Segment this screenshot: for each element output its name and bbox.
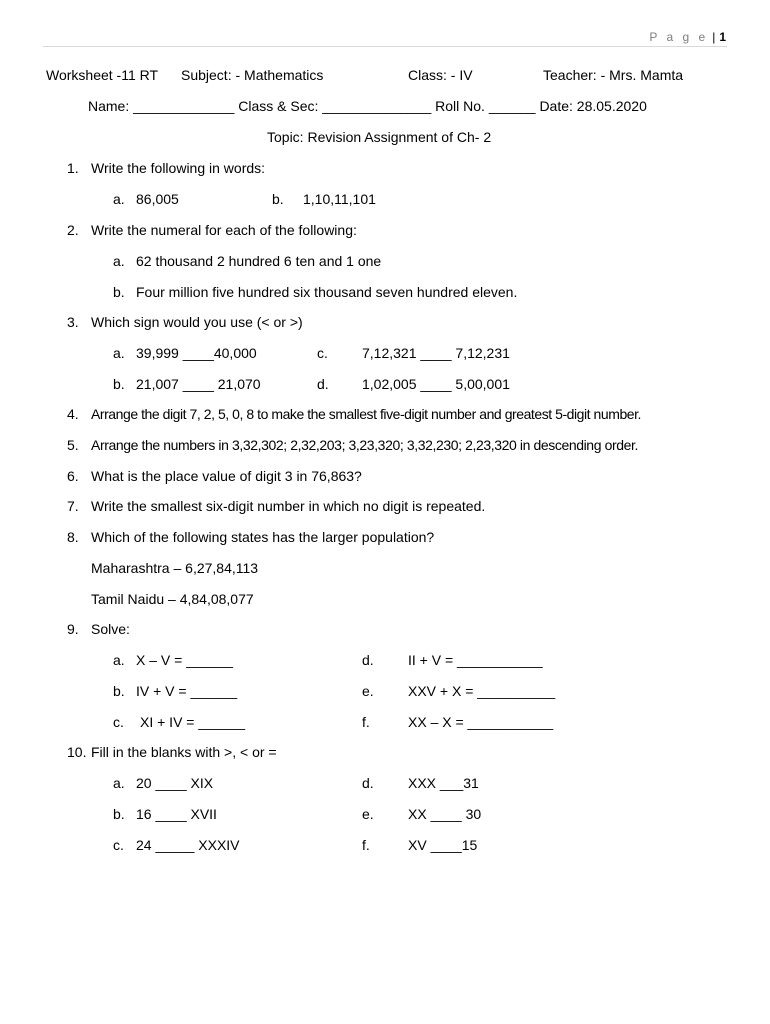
item-label: c.	[317, 345, 328, 361]
item-label: d.	[317, 376, 329, 392]
question-number: 3.	[67, 314, 79, 330]
item-label: b.	[272, 191, 284, 207]
item-label: a.	[113, 191, 125, 207]
question-text: Arrange the numbers in 3,32,302; 2,32,203; 3,23,320; 3,32,230; 2,23,320 in descending order.	[91, 437, 638, 453]
teacher: Teacher: - Mrs. Mamta	[543, 67, 684, 83]
item-label: b.	[113, 806, 125, 822]
item-label: f.	[362, 714, 370, 730]
page-number	[649, 30, 726, 44]
item-text: 16 ____ XVII	[136, 806, 217, 822]
item-label: a.	[113, 253, 125, 269]
item-text: 20 ____ XIX	[136, 775, 214, 791]
page-number-value: 1	[719, 30, 726, 44]
question-number: 5.	[67, 437, 79, 453]
question-number: 8.	[67, 529, 79, 545]
question-number: 7.	[67, 498, 79, 514]
question-number: 4.	[67, 406, 79, 422]
item-text: XX ____ 30	[408, 806, 482, 822]
question-text: Which of the following states has the larger population?	[91, 529, 435, 545]
item-label: a.	[113, 775, 125, 791]
item-text: 39,999 ____40,000	[136, 345, 257, 361]
item-text: 1,10,11,101	[303, 191, 376, 207]
worksheet-title: Worksheet -11 RT	[46, 67, 159, 83]
item-text: XX – X = ___________	[408, 714, 554, 730]
item-label: b.	[113, 376, 125, 392]
question-text: What is the place value of digit 3 in 76,863?	[91, 468, 362, 484]
item-label: a.	[113, 345, 125, 361]
question-number: 10.	[67, 744, 87, 760]
question-text: Arrange the digit 7, 2, 5, 0, 8 to make the smallest five-digit number and greatest 5-digit number.	[91, 406, 641, 422]
page-label: P a g e	[649, 30, 709, 44]
item-label: b.	[113, 683, 125, 699]
item-text: 1,02,005 ____ 5,00,001	[362, 376, 510, 392]
item-label: a.	[113, 652, 125, 668]
population-line: Maharashtra – 6,27,84,113	[91, 560, 259, 576]
question-number: 1.	[67, 160, 79, 176]
item-label: e.	[362, 683, 374, 699]
question-text: Solve:	[91, 621, 130, 637]
topic: Topic: Revision Assignment of Ch- 2	[267, 129, 492, 145]
item-text: 62 thousand 2 hundred 6 ten and 1 one	[136, 253, 382, 269]
question-number: 2.	[67, 222, 79, 238]
page-separator: |	[712, 30, 716, 44]
item-label: d.	[362, 652, 374, 668]
item-text: XXV + X = __________	[408, 683, 556, 699]
item-text: XXX ___31	[408, 775, 479, 791]
item-label: e.	[362, 806, 374, 822]
item-label: f.	[362, 837, 370, 853]
population-line: Tamil Naidu – 4,84,08,077	[91, 591, 254, 607]
item-text: Four million five hundred six thousand seven hundred eleven.	[136, 284, 518, 300]
question-number: 6.	[67, 468, 79, 484]
item-text: 21,007 ____ 21,070	[136, 376, 261, 392]
header-rule	[43, 46, 727, 47]
item-text: 7,12,321 ____ 7,12,231	[362, 345, 510, 361]
subject: Subject: - Mathematics	[181, 67, 324, 83]
question-text: Fill in the blanks with >, < or =	[91, 744, 277, 760]
item-text: XV ____15	[408, 837, 478, 853]
item-text: X – V = ______	[136, 652, 233, 668]
question-text: Write the following in words:	[91, 160, 266, 176]
item-label: c.	[113, 714, 124, 730]
question-text: Write the smallest six-digit number in which no digit is repeated.	[91, 498, 486, 514]
question-number: 9.	[67, 621, 79, 637]
item-text: XI + IV = ______	[140, 714, 246, 730]
question-text: Write the numeral for each of the following:	[91, 222, 357, 238]
item-text: 24 _____ XXXIV	[136, 837, 240, 853]
class: Class: - IV	[408, 67, 473, 83]
question-text: Which sign would you use (< or >)	[91, 314, 303, 330]
item-label: c.	[113, 837, 124, 853]
student-info-line: Name: _____________ Class & Sec: ______________ Roll No. ______ Date: 28.05.2020	[88, 98, 647, 114]
item-text: II + V = ___________	[408, 652, 543, 668]
item-text: 86,005	[136, 191, 179, 207]
item-label: b.	[113, 284, 125, 300]
item-label: d.	[362, 775, 374, 791]
item-text: IV + V = ______	[136, 683, 238, 699]
